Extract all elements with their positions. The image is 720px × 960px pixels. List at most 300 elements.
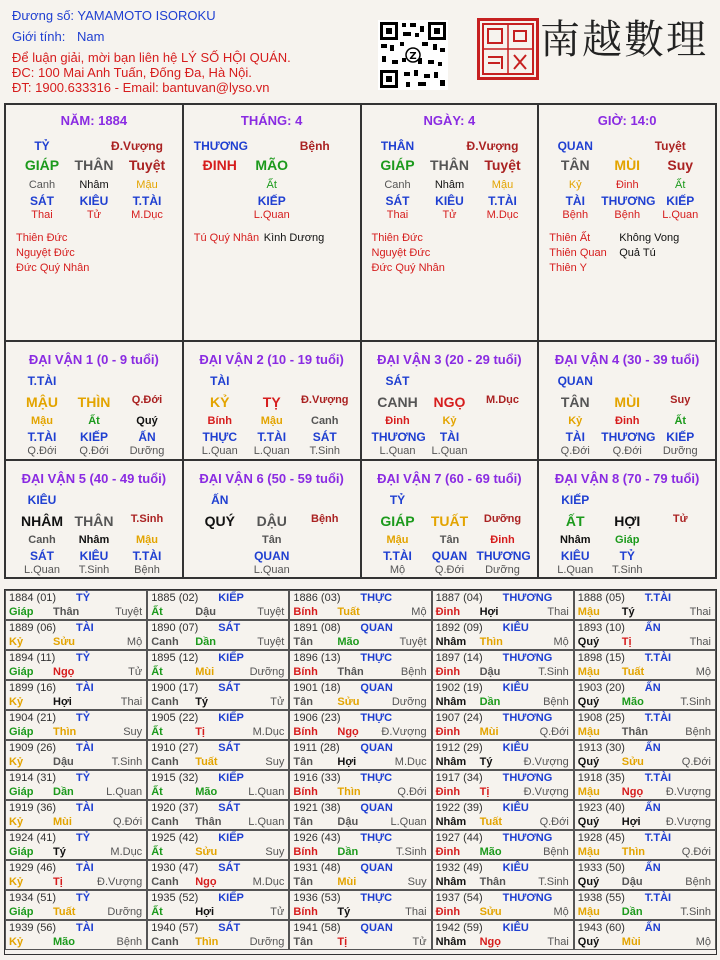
year-cell <box>5 770 147 800</box>
year-label: 1907 (24) <box>435 712 483 724</box>
year-branch: Tuất <box>337 606 360 618</box>
year-label: 1916 (33) <box>293 772 341 784</box>
pillar-r2-text: MÃO <box>255 157 289 173</box>
svg-text:Z: Z <box>409 51 417 62</box>
year-stage: Suy <box>265 756 285 768</box>
year-stem: Nhâm <box>435 876 467 888</box>
year-branch: Dần <box>195 636 216 648</box>
year-label: 1910 (27) <box>151 742 199 754</box>
year-god: TÀI <box>76 682 94 694</box>
pillar-r3-text: Mậu <box>136 179 158 191</box>
year-branch: Thân <box>479 876 506 888</box>
year-stage: Dưỡng <box>249 936 285 948</box>
year-cell <box>432 740 574 770</box>
year-stem: Quý <box>577 696 600 708</box>
year-branch: Thìn <box>195 936 219 948</box>
year-god: T.TÀI <box>644 712 672 724</box>
year-stage: Bệnh <box>116 936 143 948</box>
special-stars <box>549 231 606 276</box>
dai-van-stem: KỶ <box>210 394 230 410</box>
year-stem: Kỷ <box>9 876 24 888</box>
year-label: 1889 (06) <box>9 622 57 634</box>
year-cell <box>574 650 716 680</box>
year-cell <box>289 860 431 890</box>
year-god: SÁT <box>218 682 241 694</box>
hidden-stem: Đinh <box>490 533 515 546</box>
year-god: KIÊU <box>502 862 529 874</box>
year-stage: T.Sinh <box>680 906 711 918</box>
pillar-r2-text: Suy <box>667 157 694 173</box>
year-stage: Dưỡng <box>249 666 285 678</box>
hidden-stage: Dưỡng <box>129 445 165 457</box>
year-god: TÀI <box>76 742 94 754</box>
dai-van-cell <box>5 341 183 460</box>
year-stage: Đ.Vượng <box>381 726 427 738</box>
year-stage: T.Sinh <box>111 756 143 768</box>
year-god: QUAN <box>360 742 393 754</box>
pillar-r5-text: Thai <box>386 209 409 221</box>
year-god: THƯƠNG <box>502 892 553 904</box>
hidden-god: ẤN <box>138 430 156 444</box>
year-branch: Thân <box>621 726 649 738</box>
year-label: 1904 (21) <box>9 712 57 724</box>
year-cell <box>574 680 716 710</box>
year-stem: Đinh <box>435 726 461 738</box>
year-stage: Thai <box>120 696 143 708</box>
year-stage: Mộ <box>553 906 569 918</box>
pillar-r4-text: KIÊU <box>79 194 109 208</box>
gender-line <box>12 29 104 44</box>
hidden-god: SÁT <box>312 430 337 444</box>
dai-van-god: ẤN <box>211 492 229 507</box>
pillar-r5-text: L.Quan <box>253 209 290 221</box>
year-god: T.TÀI <box>644 892 672 904</box>
year-label: 1931 (48) <box>293 862 341 874</box>
year-god: QUAN <box>360 622 393 634</box>
year-cell <box>432 860 574 890</box>
year-stage: Bệnh <box>685 726 711 738</box>
pillar-r3-text: Canh <box>28 179 56 191</box>
year-label: 1902 (19) <box>435 682 483 694</box>
year-stem: Quý <box>577 636 600 648</box>
year-branch: Thìn <box>53 726 77 738</box>
year-label: 1893 (10) <box>577 622 625 634</box>
year-branch: Tị <box>337 936 348 948</box>
year-stem: Giáp <box>9 606 34 618</box>
year-stem: Canh <box>151 816 179 828</box>
year-label: 1890 (07) <box>151 622 199 634</box>
year-cell <box>432 920 574 950</box>
pillar-cell <box>538 104 716 341</box>
year-god: THƯƠNG <box>502 832 553 844</box>
year-label: 1896 (13) <box>293 652 341 664</box>
hidden-god: THƯƠNG <box>601 430 656 444</box>
year-god: TÀI <box>76 802 94 814</box>
dai-van-branch: HỢI <box>614 512 641 529</box>
red-seal-logo <box>477 18 539 80</box>
year-stem: Bính <box>293 786 318 798</box>
year-branch: Mùi <box>621 936 641 948</box>
year-branch: Thìn <box>479 636 503 648</box>
year-label: 1939 (56) <box>9 922 57 934</box>
year-cell <box>432 770 574 800</box>
year-god: THỰC <box>360 772 393 784</box>
year-stage: Thai <box>689 606 711 618</box>
year-label: 1924 (41) <box>9 832 57 844</box>
year-stem: Mậu <box>577 786 600 798</box>
dai-van-cell <box>538 341 716 460</box>
year-stem: Bính <box>293 726 318 738</box>
star-label: Thiên Đức <box>16 232 68 244</box>
year-label: 1934 (51) <box>9 892 57 904</box>
year-stem: Quý <box>577 936 600 948</box>
year-branch: Dần <box>337 846 359 858</box>
dai-van-god: KIẾP <box>561 492 590 507</box>
pillar-r5-text: L.Quan <box>662 209 699 221</box>
year-stem: Đinh <box>435 906 461 918</box>
gender-value: Nam <box>76 29 105 44</box>
hidden-god: KIẾP <box>666 430 695 444</box>
dai-van-stem: ẤT <box>565 512 585 529</box>
hidden-stem: Tân <box>439 533 460 546</box>
year-cell <box>5 800 147 830</box>
year-god: T.TÀI <box>644 652 672 664</box>
year-cell <box>574 590 716 620</box>
year-cell <box>432 650 574 680</box>
hidden-stage: L.Quan <box>253 563 290 576</box>
year-stage: L.Quan <box>248 786 285 798</box>
year-stem: Ất <box>151 606 163 618</box>
year-stage: Tử <box>270 906 285 918</box>
year-cell <box>147 890 289 920</box>
dai-van-stem: TÂN <box>560 394 590 410</box>
year-branch: Tị <box>53 876 63 888</box>
year-stage: T.Sinh <box>538 666 569 678</box>
year-branch: Mão <box>621 696 644 708</box>
pillar-r2-text: THÂN <box>430 157 469 173</box>
hidden-stem: Kỷ <box>568 415 583 427</box>
pillar-r3-text: Mậu <box>491 179 514 191</box>
year-cell <box>574 860 716 890</box>
hidden-stem: Tân <box>261 533 282 546</box>
year-stem: Bính <box>293 666 318 678</box>
year-stem: Mậu <box>577 846 600 858</box>
year-god: KIẾP <box>218 712 244 724</box>
dai-van-stage: Dưỡng <box>483 512 522 525</box>
year-label: 1898 (15) <box>577 652 625 664</box>
year-label: 1906 (23) <box>293 712 341 724</box>
year-label: 1917 (34) <box>435 772 483 784</box>
hidden-stage: L.Quan <box>379 445 416 457</box>
year-branch: Sửu <box>195 846 218 858</box>
pillar-r5-text: M.Dục <box>486 209 519 221</box>
pillar-title: NĂM: 1884 <box>60 113 128 128</box>
year-label: 1926 (43) <box>293 832 341 844</box>
star-label: Nguyệt Đức <box>16 247 75 259</box>
year-cell <box>574 740 716 770</box>
year-stem: Kỷ <box>9 756 24 768</box>
dai-van-stage: Tử <box>672 512 688 525</box>
year-god: THƯƠNG <box>502 652 553 664</box>
hidden-stage: L.Quan <box>431 445 468 457</box>
year-stem: Canh <box>151 936 179 948</box>
year-cell <box>5 740 147 770</box>
year-cell <box>289 620 431 650</box>
hidden-god: QUAN <box>431 548 468 563</box>
year-label: 1899 (16) <box>9 682 57 694</box>
year-branch: Dần <box>53 786 74 798</box>
hidden-stem: Mậu <box>31 415 53 427</box>
dai-van-god: TÀI <box>210 374 230 388</box>
hidden-stage: T.Sinh <box>309 445 341 457</box>
year-stem: Mậu <box>577 726 600 738</box>
year-stem: Ất <box>151 666 163 678</box>
year-stage: T.Sinh <box>396 846 427 858</box>
year-branch: Dậu <box>53 756 74 768</box>
hidden-god: SÁT <box>30 548 54 563</box>
dai-van-god: SÁT <box>385 374 410 388</box>
pillar-cell <box>183 104 361 341</box>
year-stage: Thai <box>547 936 569 948</box>
year-cell <box>5 890 147 920</box>
pillar-r4-text: SÁT <box>30 194 54 208</box>
year-god: SÁT <box>218 862 241 874</box>
year-label: 1914 (31) <box>9 772 57 784</box>
year-branch: Sửu <box>337 696 360 708</box>
year-god: TỶ <box>76 652 91 664</box>
dai-van-stage: Bệnh <box>311 512 339 525</box>
year-branch: Tý <box>195 696 209 708</box>
pillar-r5-text: Tử <box>442 209 457 221</box>
year-label: 1911 (28) <box>293 742 340 754</box>
dai-van-cell <box>538 460 716 579</box>
hidden-stage: Q.Đới <box>612 445 642 457</box>
dai-van-god: QUAN <box>557 374 593 388</box>
hidden-god: TÀI <box>565 430 585 444</box>
hidden-stem: Canh <box>311 415 339 427</box>
year-stage: Tử <box>412 936 427 948</box>
hidden-god: THƯƠNG <box>371 430 426 444</box>
year-stage: Mộ <box>695 936 711 948</box>
year-label: 1921 (38) <box>293 802 341 814</box>
dai-van-branch: THÂN <box>74 512 114 529</box>
year-cell <box>5 620 147 650</box>
year-stem: Tân <box>293 696 313 708</box>
year-label: 1927 (44) <box>435 832 483 844</box>
year-stage: Q.Đới <box>397 786 427 798</box>
hidden-god: TÀI <box>439 430 460 444</box>
year-cell <box>5 830 147 860</box>
gender-label: Giới tính: <box>12 29 66 44</box>
year-label: 1935 (52) <box>151 892 199 904</box>
star-label: Đức Quý Nhân <box>371 262 445 274</box>
hidden-stem: Bính <box>207 415 232 427</box>
dai-van-stage: Đ.Vượng <box>300 394 349 406</box>
year-label: 1886 (03) <box>293 592 341 604</box>
year-branch: Ngọ <box>53 666 75 678</box>
dai-van-branch: DẬU <box>256 512 287 529</box>
dai-van-cell <box>361 460 539 579</box>
year-branch: Mùi <box>53 816 72 828</box>
year-stem: Ất <box>151 786 163 798</box>
year-stage: Mộ <box>553 636 569 648</box>
year-branch: Mùi <box>337 876 357 888</box>
year-stem: Kỷ <box>9 696 24 708</box>
year-label: 1920 (37) <box>151 802 199 814</box>
year-cell <box>289 680 431 710</box>
year-stem: Tân <box>293 756 313 768</box>
special-stars <box>372 231 445 276</box>
star-label: Thiên Đức <box>371 232 423 244</box>
year-stage: Q.Đới <box>681 756 711 768</box>
dai-van-stem: CANH <box>377 394 418 410</box>
year-branch: Thân <box>53 606 80 618</box>
year-cell <box>289 710 431 740</box>
year-god: TÀI <box>76 622 94 634</box>
dai-van-cell <box>5 460 183 579</box>
star-label: Thiên Quan <box>549 247 607 259</box>
year-god: KIẾP <box>218 652 244 664</box>
year-branch: Mão <box>53 936 75 948</box>
year-stage: Bệnh <box>685 876 711 888</box>
dai-van-stem: MẬU <box>26 394 58 410</box>
year-god: ẤN <box>644 922 661 934</box>
year-god: SÁT <box>218 922 241 934</box>
year-stem: Ất <box>151 846 163 858</box>
year-god: SÁT <box>218 622 241 634</box>
year-label: 1884 (01) <box>9 592 57 604</box>
year-branch: Dậu <box>479 666 501 678</box>
year-branch: Sửu <box>479 906 502 918</box>
hidden-stem: Canh <box>28 533 56 546</box>
year-label: 1930 (47) <box>151 862 199 874</box>
year-stage: Q.Đới <box>539 726 569 738</box>
hidden-stem: Ất <box>88 415 100 427</box>
year-cell <box>432 680 574 710</box>
year-cell <box>147 620 289 650</box>
year-branch: Mão <box>195 786 218 798</box>
year-god: KIÊU <box>502 802 529 814</box>
year-label: 1897 (14) <box>435 652 483 664</box>
year-cell <box>147 830 289 860</box>
pillar-r3-text: Nhâm <box>434 179 465 191</box>
dai-van-cell <box>183 460 361 579</box>
pillar-r4-text: T.TÀI <box>488 194 517 208</box>
year-branch: Mùi <box>479 726 499 738</box>
year-stage: T.Sinh <box>538 876 569 888</box>
year-stem: Mậu <box>577 666 600 678</box>
year-cell <box>147 770 289 800</box>
pillar-title: GIỜ: 14:0 <box>597 113 657 128</box>
pillar-r3-text: Ất <box>266 179 277 191</box>
hidden-stem: Mậu <box>386 533 409 546</box>
year-stem: Quý <box>577 876 600 888</box>
qr-code-icon <box>378 20 448 90</box>
year-label: 1938 (55) <box>577 892 625 904</box>
hidden-stage: T.Sinh <box>611 563 643 576</box>
year-stage: Suy <box>407 876 427 888</box>
pillar-r3-text: Canh <box>384 179 411 191</box>
hidden-stem: Quý <box>136 415 158 427</box>
year-cell <box>574 890 716 920</box>
header <box>0 0 720 100</box>
pillar-r2-text: GIÁP <box>380 157 415 173</box>
year-stage: L.Quan <box>248 816 285 828</box>
pillar-cell <box>5 104 183 341</box>
phone-email-line: ĐT: 1900.633316 - Email: bantuvan@lyso.vn <box>12 80 270 95</box>
dai-van-title: ĐẠI VẬN 3 (20 - 29 tuổi) <box>377 352 522 367</box>
year-branch: Ngọ <box>621 786 644 798</box>
dai-van-title: ĐẠI VẬN 5 (40 - 49 tuổi) <box>21 470 167 486</box>
pillar-cell <box>361 104 539 341</box>
pillar-title: NGÀY: 4 <box>423 113 476 128</box>
year-branch: Thìn <box>337 786 361 798</box>
dai-van-stem: NHÂM <box>21 512 63 529</box>
year-stage: Đ.Vượng <box>97 876 143 888</box>
pillar-r5-text: Bệnh <box>562 209 589 221</box>
star-label: Nguyệt Đức <box>371 247 431 259</box>
year-cell <box>147 800 289 830</box>
year-stem: Giáp <box>9 786 34 798</box>
year-stem: Tân <box>293 876 313 888</box>
year-branch: Dậu <box>337 816 359 828</box>
year-stage: Mộ <box>411 606 427 618</box>
year-stage: Thai <box>689 636 711 648</box>
hidden-stage: Q.Đới <box>560 445 590 457</box>
hidden-stage: L.Quan <box>253 445 290 457</box>
hidden-god: T.TÀI <box>383 548 412 563</box>
hidden-god: KIÊU <box>560 548 590 563</box>
year-god: THỰC <box>360 832 393 844</box>
year-stage: M.Dục <box>394 756 427 768</box>
year-stem: Mậu <box>577 606 600 618</box>
year-branch: Sửu <box>621 756 644 768</box>
pillar-r2-text: MÙI <box>614 157 641 173</box>
year-god: TỶ <box>76 592 91 604</box>
year-stage: Tuyệt <box>115 606 143 618</box>
calligraphy-logo: 南越數理 <box>540 17 708 63</box>
pillar-r5-text: M.Dục <box>131 209 163 221</box>
hidden-stage: Q.Đới <box>27 445 57 457</box>
year-stem: Nhâm <box>435 636 467 648</box>
year-stem: Kỷ <box>9 936 24 948</box>
pillar-r4-text: TÀI <box>565 194 585 208</box>
year-cell <box>5 680 147 710</box>
year-god: TỶ <box>76 832 91 844</box>
year-god: KIẾP <box>218 892 244 904</box>
year-cell <box>574 620 716 650</box>
year-stem: Nhâm <box>435 756 467 768</box>
pillar-r2-text: GIÁP <box>24 157 60 173</box>
year-god: TỶ <box>76 892 91 904</box>
pillar-r5-text: Bệnh <box>614 209 641 221</box>
hidden-stem: Đinh <box>385 415 410 427</box>
year-stage: M.Dục <box>252 726 285 738</box>
year-stem: Canh <box>151 696 179 708</box>
hidden-stem: Mậu <box>136 533 158 546</box>
pillar-r4-text: SÁT <box>385 194 410 208</box>
pillar-r2-text: Tuyệt <box>128 157 166 173</box>
year-cell <box>5 710 147 740</box>
year-branch: Ngọ <box>195 876 217 888</box>
year-stem: Tân <box>293 936 313 948</box>
year-cell <box>289 740 431 770</box>
pillar-r3-text: Ất <box>675 179 686 191</box>
year-cell <box>147 680 289 710</box>
star-label: Tú Quý Nhân <box>193 232 260 244</box>
dai-van-title: ĐẠI VẬN 8 (70 - 79 tuổi) <box>554 470 700 486</box>
year-cell <box>147 590 289 620</box>
